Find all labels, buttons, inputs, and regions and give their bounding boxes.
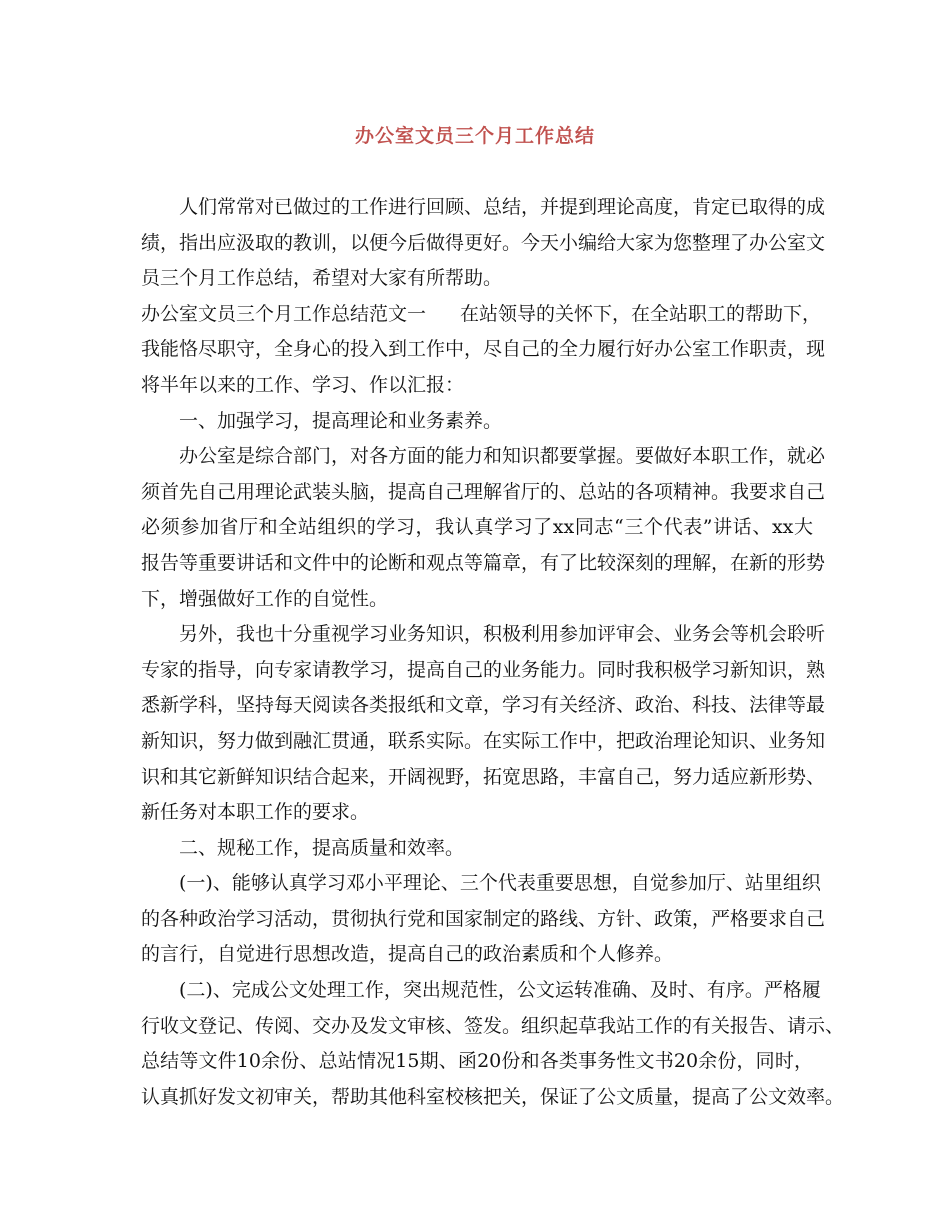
text-line: 新任务对本职工作的要求。 xyxy=(141,801,370,824)
body-paragraphs xyxy=(141,332,845,1115)
intro-paragraph xyxy=(141,190,826,297)
text-line: 悉新学科，坚持每天阅读各类报纸和文章，学习有关经济、政治、科技、法律等最 xyxy=(141,694,826,717)
text-line: 认真抓好发文初审关，帮助其他科室校核把关，保证了公文质量，提高了公文效率。 xyxy=(141,1085,845,1108)
section-heading-line xyxy=(141,297,822,333)
sample-heading: 办公室文员三个月工作总结范文一 xyxy=(141,302,427,325)
text-line: 另外，我也十分重视学习业务知识，积极利用参加评审会、业务会等机会聆听 xyxy=(179,623,826,646)
text-line: 新知识，努力做到融汇贯通，联系实际。在实际工作中，把政治理论知识、业务知 xyxy=(141,729,826,752)
sample-opening-text: 在站领导的关怀下，在全站职工的帮助下， xyxy=(460,302,822,325)
text-line: 我能恪尽职守，全身心的投入到工作中，尽自己的全力履行好办公室工作职责，现 xyxy=(141,338,826,361)
text-line: 须首先自己用理论武装头脑，提高自己理解省厅的、总站的各项精神。我要求自己 xyxy=(141,480,826,503)
text-line: (二)、完成公文处理工作，突出规范性，公文运转准确、及时、有序。严格履 xyxy=(179,979,821,1002)
text-line: 总结等文件10余份、总站情况15期、函20份和各类事务性文书20余份，同时， xyxy=(141,1050,813,1073)
text-line: 二、规秘工作，提高质量和效率。 xyxy=(179,836,465,859)
text-line: 将半年以来的工作、学习、作以汇报： xyxy=(141,373,465,396)
text-line: 员三个月工作总结，希望对大家有所帮助。 xyxy=(141,267,503,290)
text-line: 人们常常对已做过的工作进行回顾、总结，并提到理论高度，肯定已取得的成 xyxy=(179,196,826,218)
text-line: 绩，指出应汲取的教训，以便今后做得更好。今天小编给大家为您整理了办公室文 xyxy=(141,231,826,254)
text-line: 下，增强做好工作的自觉性。 xyxy=(141,587,389,610)
text-line: 识和其它新鲜知识结合起来，开阔视野，拓宽思路，丰富自己，努力适应新形势、 xyxy=(141,765,826,788)
text-line: 必须参加省厅和全站组织的学习，我认真学习了xx同志“三个代表”讲话、xx大 xyxy=(141,516,813,539)
text-line: 行收文登记、传阅、交办及发文审核、签发。组织起草我站工作的有关报告、请示、 xyxy=(141,1014,845,1037)
text-line: 的各种政治学习活动，贯彻执行党和国家制定的路线、方针、政策，严格要求自己 xyxy=(141,907,826,930)
text-line: 报告等重要讲话和文件中的论断和观点等篇章，有了比较深刻的理解，在新的形势 xyxy=(141,551,826,574)
text-line: 一、加强学习，提高理论和业务素养。 xyxy=(179,409,503,432)
document-title: 办公室文员三个月工作总结 xyxy=(354,125,595,147)
text-line: (一)、能够认真学习邓小平理论、三个代表重要思想，自觉参加厅、站里组织 xyxy=(179,872,821,895)
document-body xyxy=(141,190,845,1115)
text-line: 办公室是综合部门，对各方面的能力和知识都要掌握。要做好本职工作，就必 xyxy=(179,445,826,468)
text-line: 专家的指导，向专家请教学习，提高自己的业务能力。同时我积极学习新知识，熟 xyxy=(141,658,826,681)
text-line: 的言行，自觉进行思想改造，提高自己的政治素质和个人修养。 xyxy=(141,943,674,966)
